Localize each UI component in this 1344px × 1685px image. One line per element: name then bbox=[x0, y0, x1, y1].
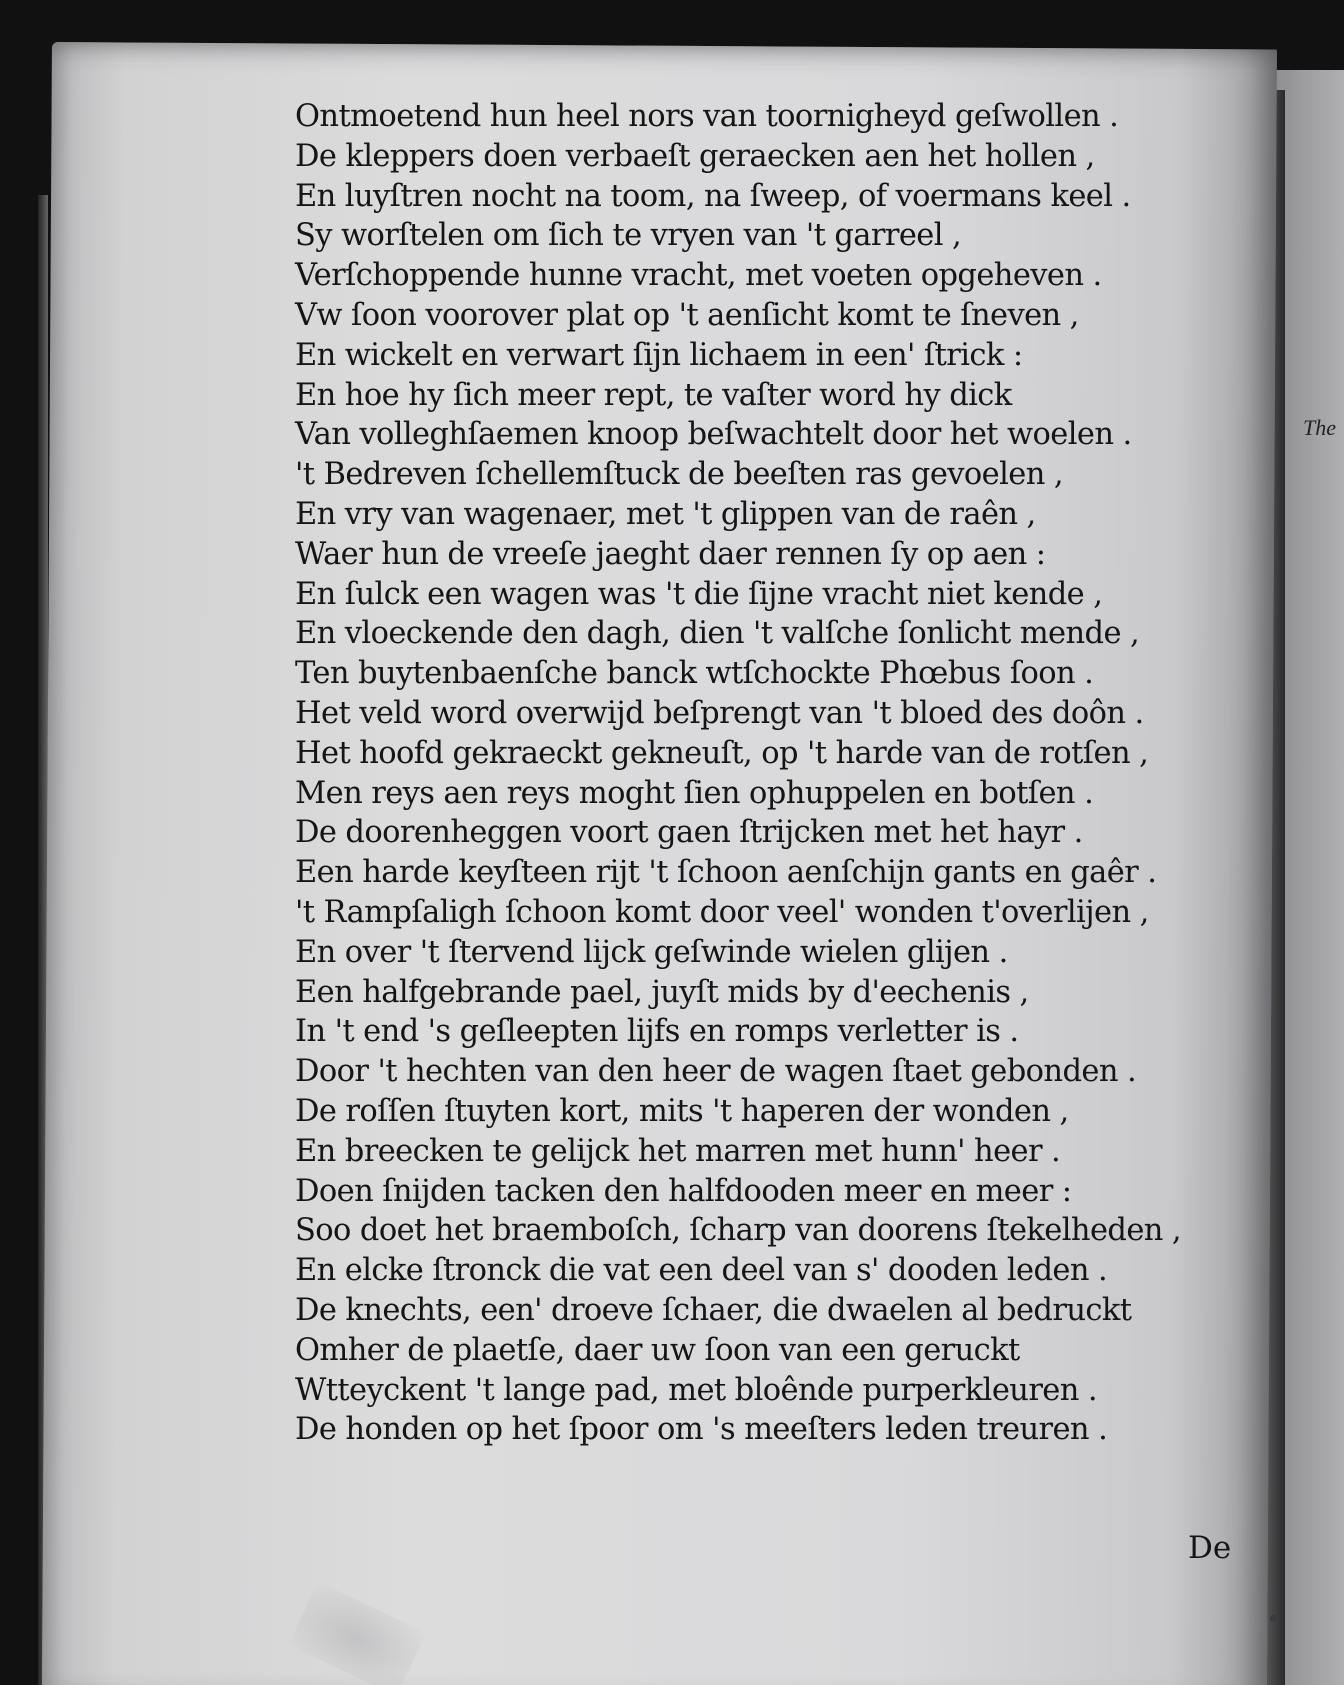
verse-line: In 't end 's geſleepten lijfs en romps verletter is . bbox=[295, 1014, 1019, 1050]
adjacent-page bbox=[1275, 70, 1344, 1685]
verse-line: En hoe hy ſich meer rept, te vaſter word hy dick bbox=[295, 377, 1012, 413]
verse-line: En elcke ſtronck die vat een deel van s' dooden leden . bbox=[295, 1253, 1108, 1289]
verse-line: Vw ſoon voorover plat op 't aenſicht komt te ſneven , bbox=[295, 297, 1079, 333]
verse-line: Ontmoetend hun heel nors van toornigheyd geſwollen . bbox=[295, 99, 1119, 134]
verse-line: Van volleghſaemen knoop beſwachtelt door het woelen . bbox=[295, 417, 1132, 453]
verse-line: Het veld word overwijd beſprengt van 't bloed des doôn . bbox=[295, 695, 1144, 731]
verse-line: Wtteyckent 't lange pad, met bloênde purperkleuren . bbox=[295, 1372, 1097, 1408]
verse-line: Een halfgebrande pael, juyſt mids by d'eechenis , bbox=[295, 974, 1029, 1010]
verse-line: Omher de plaetſe, daer uw ſoon van een geruckt bbox=[295, 1332, 1020, 1368]
verse-line: En luyſtren nocht na toom, na ſweep, of voermans keel . bbox=[295, 178, 1131, 214]
verse-line: En ſulck een wagen was 't die ſijne vracht niet kende , bbox=[295, 576, 1103, 612]
verse-line: De doorenheggen voort gaen ſtrijcken met het hayr . bbox=[295, 815, 1083, 851]
paper-stain bbox=[288, 1582, 426, 1685]
verse-line: Doen ſnijden tacken den halfdooden meer en meer : bbox=[295, 1173, 1072, 1209]
verse-line: En vloeckende den dagh, dien 't valſche ſonlicht mende , bbox=[295, 616, 1140, 652]
verse-line: 't Rampſaligh ſchoon komt door veel' wonden t'overlijen , bbox=[295, 894, 1149, 930]
verse-line: De honden op het ſpoor om 's meeſters leden treuren . bbox=[295, 1412, 1108, 1448]
verse-line: Men reys aen reys moght ſien ophuppelen en botſen . bbox=[295, 775, 1094, 811]
verse-line: 't Bedreven ſchellemſtuck de beeſten ras gevoelen , bbox=[295, 457, 1063, 493]
verse-line: De kleppers doen verbaeſt geraecken aen het hollen , bbox=[295, 138, 1095, 174]
adjacent-page-fragment: The bbox=[1303, 415, 1336, 440]
verse-block bbox=[295, 97, 1181, 1450]
verse-line: Soo doet het braemboſch, ſcharp van doorens ſtekelheden , bbox=[295, 1213, 1181, 1249]
ink-dot bbox=[1270, 1615, 1277, 1622]
verse-line: Sy worſtelen om ſich te vryen van 't garreel , bbox=[295, 218, 962, 254]
verse-line: Door 't hechten van den heer de wagen ſtaet gebonden . bbox=[295, 1054, 1137, 1090]
verse-line: En wickelt en verwart ſijn lichaem in een' ſtrick : bbox=[295, 337, 1023, 373]
verse-line: De knechts, een' droeve ſchaer, die dwaelen al bedruckt bbox=[295, 1292, 1132, 1328]
verse-line: Een harde keyſteen rijt 't ſchoon aenſchijn gants en gaêr . bbox=[295, 855, 1157, 891]
verse-line: En vry van wagenaer, met 't glippen van de raên , bbox=[295, 496, 1036, 532]
verse-line: Verſchoppende hunne vracht, met voeten opgeheven . bbox=[295, 258, 1102, 294]
verse-line: Waer hun de vreeſe jaeght daer rennen ſy op aen : bbox=[295, 536, 1046, 572]
verse-line: Ten buytenbaenſche banck wtſchockte Phœbus ſoon . bbox=[295, 656, 1094, 692]
verse-line: Het hoofd gekraeckt gekneuſt, op 't harde van de rotſen , bbox=[295, 735, 1149, 771]
verse-line: En over 't ſtervend lijck geſwinde wielen glijen . bbox=[295, 934, 1008, 970]
catchword: De bbox=[1188, 1530, 1232, 1566]
verse-line: De roſſen ſtuyten kort, mits 't haperen der wonden , bbox=[295, 1093, 1069, 1129]
verse-line: En breecken te gelijck het marren met hunn' heer . bbox=[295, 1133, 1061, 1169]
